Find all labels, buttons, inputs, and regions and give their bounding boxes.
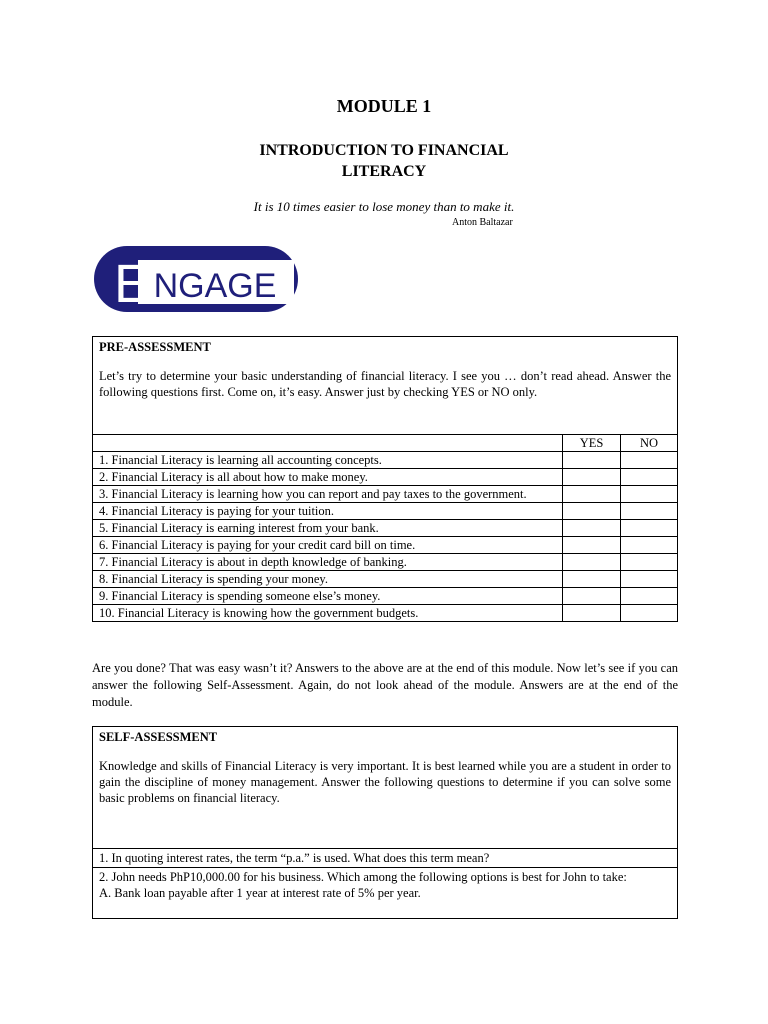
module-title: MODULE 1 [336,96,432,116]
question-text: 9. Financial Literacy is spending someone else’s money. [93,588,563,605]
yes-checkbox-cell[interactable] [563,537,621,554]
no-checkbox-cell[interactable] [621,503,678,520]
question-row [93,452,677,469]
yes-checkbox-cell[interactable] [563,571,621,588]
question-row [93,503,677,520]
question-row [93,571,677,588]
table-header-row [93,435,677,452]
self-question-2-text: 2. John needs PhP10,000.00 for his business. Which among the following options is best for John to take: [99,870,627,884]
self-assessment-box [92,726,678,919]
instructions-paragraph: Are you done? That was easy wasn’t it? Answers to the above are at the end of this module. Now let’s see if you can answer the following Self-Assessment. Again, do not look ahead of the module. Answers are at the end of the module. [92,661,678,709]
question-row [93,554,677,571]
no-checkbox-cell[interactable] [621,469,678,486]
pre-assessment-table [93,434,677,621]
pre-assessment-header [93,337,677,434]
yes-checkbox-cell[interactable] [563,554,621,571]
pre-assessment-box [92,336,678,622]
question-text: 6. Financial Literacy is paying for your credit card bill on time. [93,537,563,554]
question-text: 2. Financial Literacy is all about how to make money. [93,469,563,486]
pre-assessment-title: PRE-ASSESSMENT [99,340,211,354]
no-checkbox-cell[interactable] [621,571,678,588]
yes-checkbox-cell[interactable] [563,605,621,622]
question-text: 7. Financial Literacy is about in depth knowledge of banking. [93,554,563,571]
no-header: NO [621,435,678,452]
question-row [93,605,677,622]
no-checkbox-cell[interactable] [621,588,678,605]
no-checkbox-cell[interactable] [621,605,678,622]
self-assessment-header [93,727,677,848]
question-text: 1. Financial Literacy is learning all accounting concepts. [93,452,563,469]
intro-title-line1: INTRODUCTION TO FINANCIAL [259,142,509,159]
question-text: 4. Financial Literacy is paying for your tuition. [93,503,563,520]
yes-checkbox-cell[interactable] [563,469,621,486]
question-row [93,520,677,537]
no-checkbox-cell[interactable] [621,486,678,503]
no-checkbox-cell[interactable] [621,452,678,469]
question-text: 5. Financial Literacy is earning interest from your bank. [93,520,563,537]
yes-checkbox-cell[interactable] [563,520,621,537]
engage-logo [92,244,300,314]
no-checkbox-cell[interactable] [621,554,678,571]
self-question-2 [93,867,677,902]
question-text: 3. Financial Literacy is learning how you can report and pay taxes to the government. [93,486,563,503]
self-question-2-option-a: A. Bank loan payable after 1 year at interest rate of 5% per year. [99,886,421,900]
yes-checkbox-cell[interactable] [563,452,621,469]
question-row [93,486,677,503]
question-row [93,469,677,486]
yes-checkbox-cell[interactable] [563,503,621,520]
question-row [93,537,677,554]
self-assessment-intro: Knowledge and skills of Financial Literacy is very important. It is best learned while you are a student in order to gain the discipline of money management. Answer the following questions to determine if you can solve some basic problems on financial literacy. [99,759,671,805]
question-header-cell [93,435,563,452]
quote-author: Anton Baltazar [452,217,513,228]
no-checkbox-cell[interactable] [621,520,678,537]
intro-title-line2: LITERACY [341,163,427,180]
no-checkbox-cell[interactable] [621,537,678,554]
pre-assessment-intro: Let’s try to determine your basic understanding of financial literacy. I see you … don’t read ahead. Answer the following questions first. Come on, it’s easy. Answer just by checking YES or NO only. [99,369,671,399]
self-assessment-title: SELF-ASSESSMENT [99,730,218,744]
question-text: 8. Financial Literacy is spending your money. [93,571,563,588]
intro-title [234,140,534,182]
yes-checkbox-cell[interactable] [563,486,621,503]
svg-text:E: E [113,254,151,314]
svg-text:NGAGE: NGAGE [153,267,277,305]
self-question-1: 1. In quoting interest rates, the term “p.a.” is used. What does this term mean? [93,848,677,867]
yes-header: YES [563,435,621,452]
quote: It is 10 times easier to lose money than to make it. [253,199,515,214]
question-text: 10. Financial Literacy is knowing how the government budgets. [93,605,563,622]
question-row [93,588,677,605]
yes-checkbox-cell[interactable] [563,588,621,605]
